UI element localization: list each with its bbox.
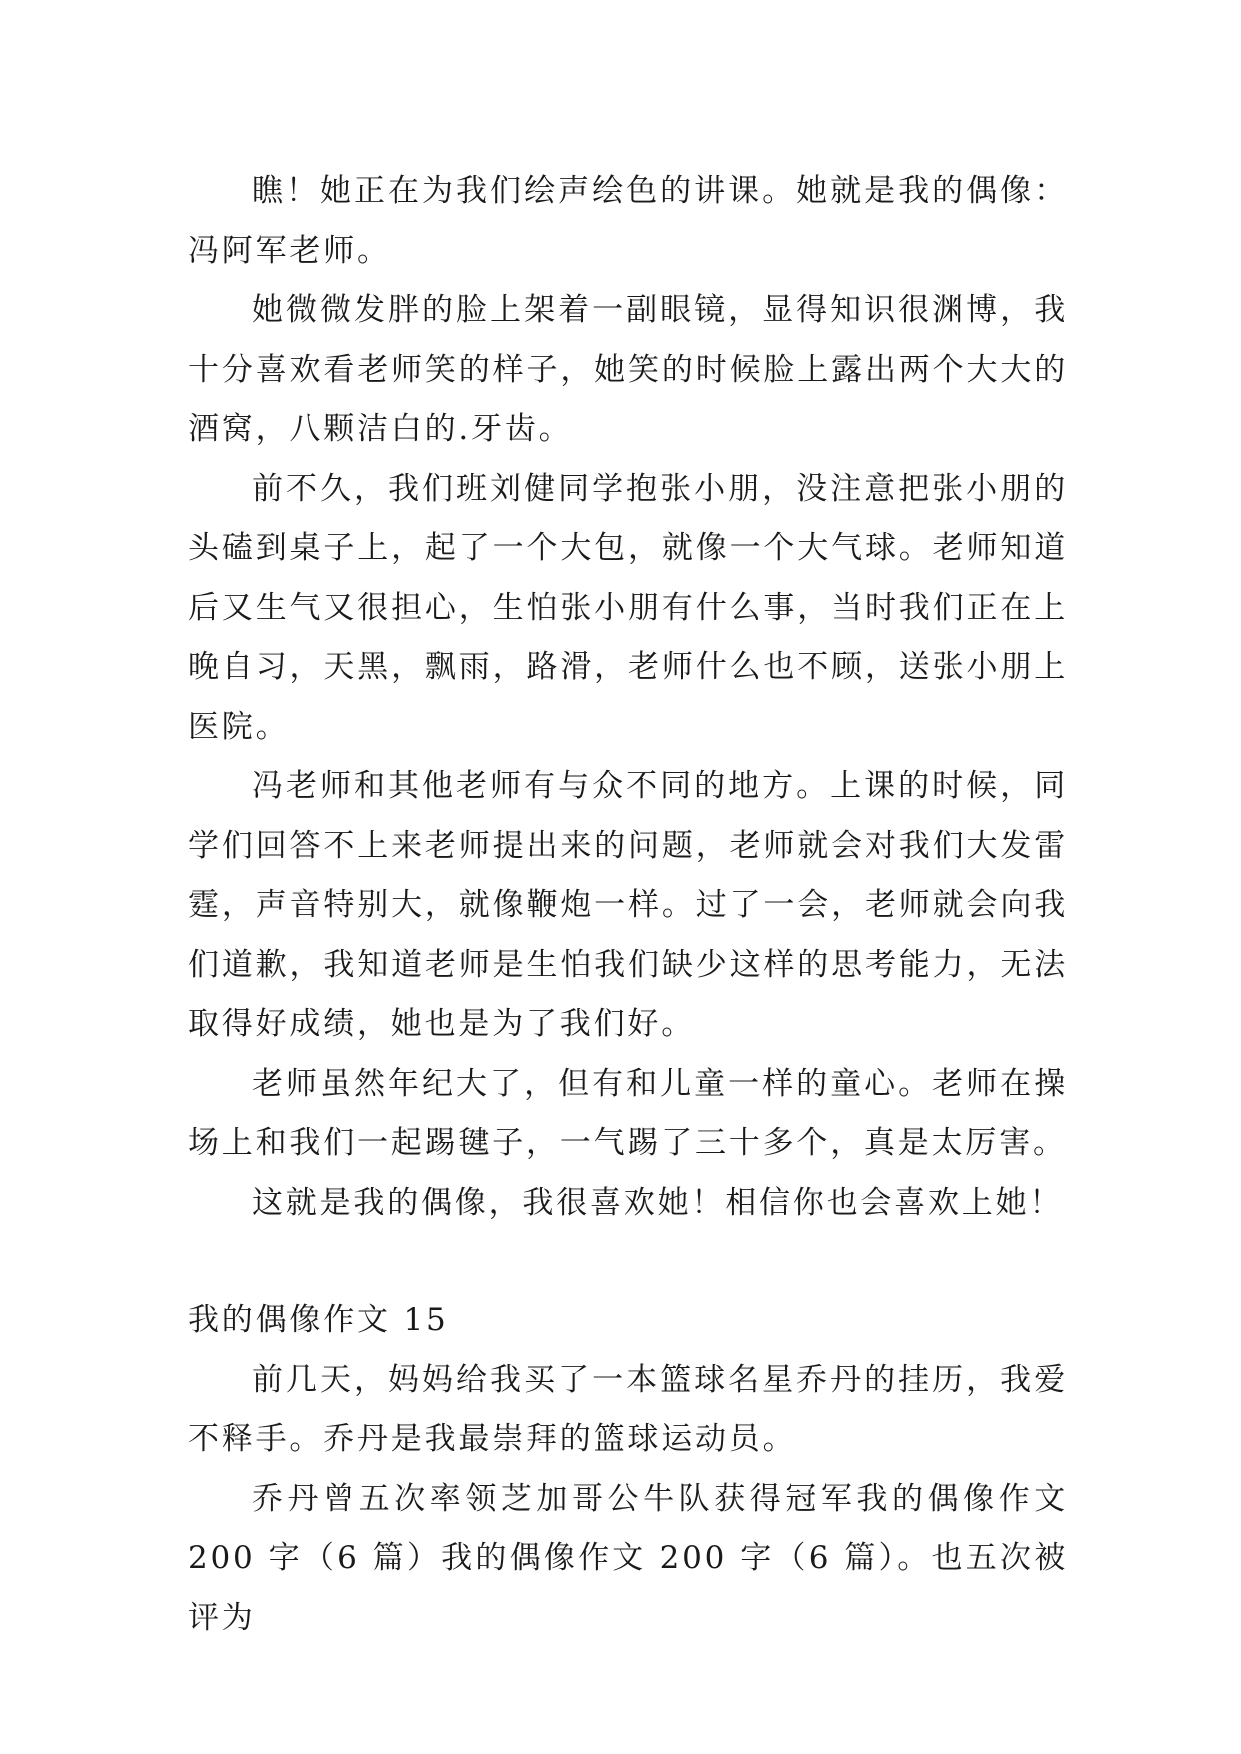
document-body xyxy=(188,162,1068,1648)
paragraph: 冯老师和其他老师有与众不同的地方。上课的时候，同学们回答不上来老师提出来的问题，老师就会对我们大发雷霆，声音特别大，就像鞭炮一样。过了一会，老师就会向我们道歉，我知道老师是生怕我们缺少这样的思考能力，无法取得好成绩，她也是为了我们好。 xyxy=(188,768,1068,1042)
paragraph: 老师虽然年纪大了，但有和儿童一样的童心。老师在操场上和我们一起踢毽子，一气踢了三十多个，真是太厉害。 xyxy=(188,1065,1068,1161)
paragraph: 前几天，妈妈给我买了一本篮球名星乔丹的挂历，我爱不释手。乔丹是我最崇拜的篮球运动员。 xyxy=(188,1361,1068,1457)
paragraph: 瞧！她正在为我们绘声绘色的讲课。她就是我的偶像：冯阿军老师。 xyxy=(188,173,1068,269)
paragraph: 这就是我的偶像，我很喜欢她！相信你也会喜欢上她！ xyxy=(252,1184,1064,1221)
paragraph: 前不久，我们班刘健同学抱张小朋，没注意把张小朋的头磕到桌子上，起了一个大包，就像一个大气球。老师知道后又生气又很担心，生怕张小朋有什么事，当时我们正在上晚自习，天黑，飘雨，路滑，老师什么也不顾，送张小朋上医院。 xyxy=(188,470,1068,745)
section-gap xyxy=(188,1233,1068,1291)
paragraph: 乔丹曾五次率领芝加哥公牛队获得冠军我的偶像作文 200 字（6 篇）我的偶像作文 200 字（6 篇）。也五次被评为 xyxy=(188,1480,1068,1636)
paragraph: 她微微发胖的脸上架着一副眼镜，显得知识很渊博，我十分喜欢看老师笑的样子，她笑的时候脸上露出两个大大的酒窝，八颗洁白的.牙齿。 xyxy=(188,292,1068,447)
section-heading: 我的偶像作文 15 xyxy=(188,1302,449,1338)
